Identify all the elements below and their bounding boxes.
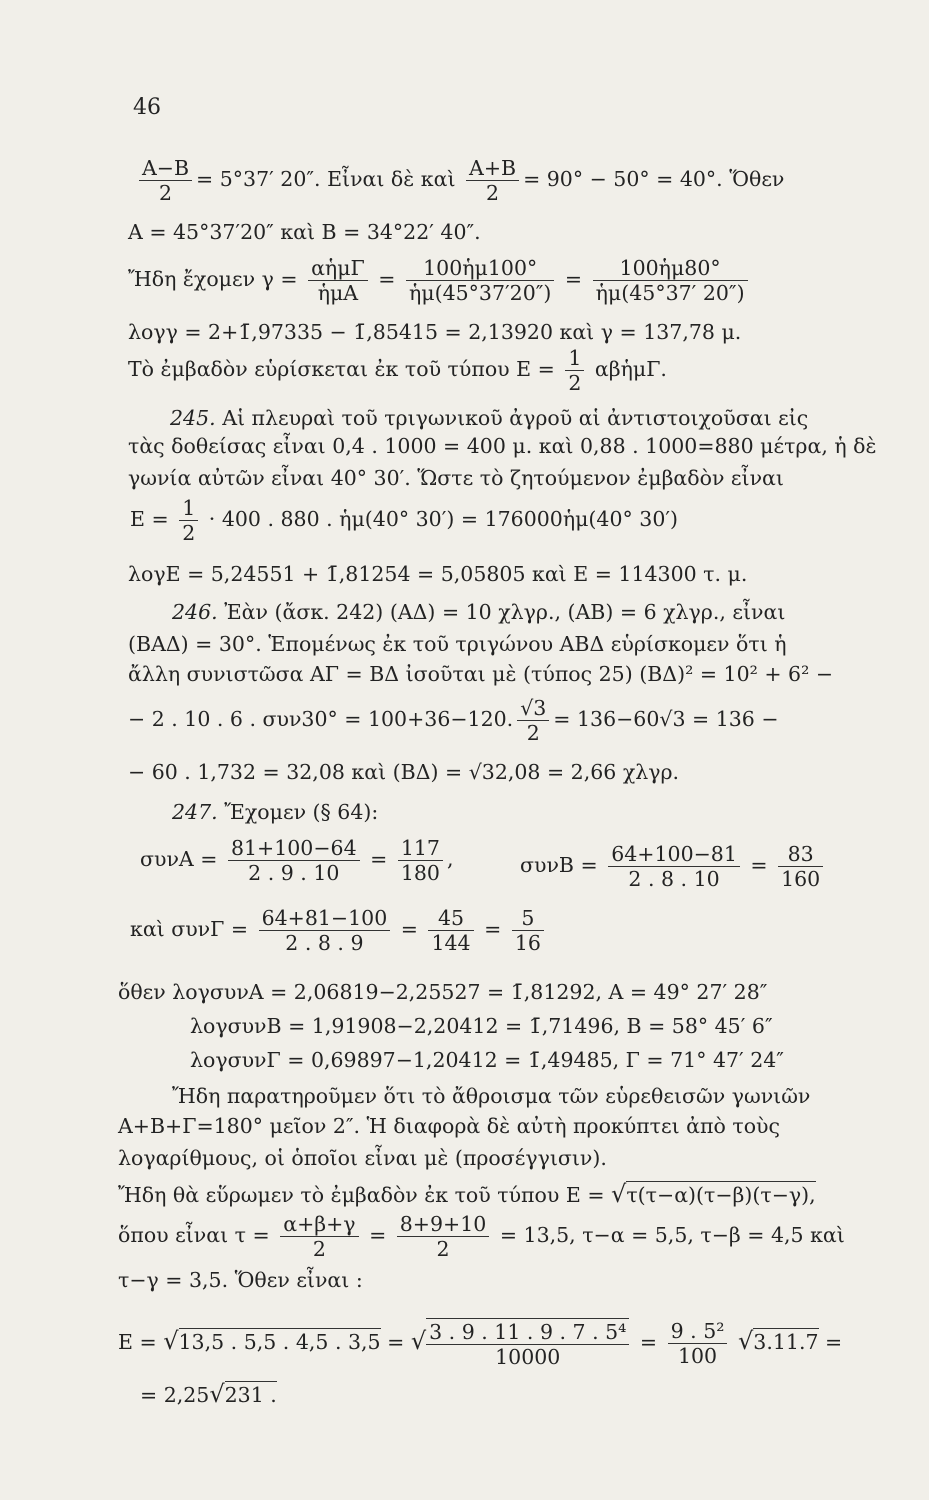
text-segment: Ἐὰν (ἄσκ. 242) (ΑΔ) = 10 χλγρ., (ΑΒ) = 6 χλγρ., εἶναι: [224, 600, 786, 624]
radicand: 3.11.7: [753, 1330, 819, 1354]
log-line-g: λογσυνΓ = 0,69897−1,20412 = 1̄,49485, Γ = 71° 47′ 24″: [190, 1048, 784, 1072]
fraction: [428, 906, 473, 955]
fraction-denominator: 2: [159, 181, 173, 205]
text-segment: − 2 . 10 . 6 . συν30° = 100+36−120.: [128, 707, 514, 731]
fraction-numerator: 100ἡμ100°: [406, 256, 554, 281]
fraction: [778, 842, 823, 891]
problem-246-line-1: [172, 598, 889, 626]
text-segment: = 5°37′ 20″. Εἶναι δὲ καὶ: [196, 167, 456, 191]
fraction: [259, 906, 391, 955]
fraction-denominator: 2: [436, 1237, 450, 1261]
problem-245-line-1: [170, 404, 889, 432]
fraction-numerator: 100ἡμ80°: [593, 256, 748, 281]
fraction-denominator: ἡμ(45°37′20″): [408, 281, 552, 305]
radical-sign: √: [163, 1327, 179, 1355]
fraction-denominator: 16: [514, 931, 541, 955]
fraction-under-radical: [426, 1318, 629, 1369]
fraction-numerator: A−B: [139, 156, 192, 181]
problem-247-line-1: [172, 798, 889, 826]
cos-b-equation: συνB = $\frac{64+100-81}{2 . 8 . 10}$ = $\frac{83}{160}$: [520, 842, 889, 891]
fraction-numerator: 5: [512, 906, 544, 931]
paragraph-line-6: τ−γ = 3,5. Ὅθεν εἶναι :: [118, 1268, 363, 1292]
fraction-numerator: 83: [778, 842, 823, 867]
fraction-sqrt3-half: [517, 696, 549, 745]
paragraph-line-5: ὅπου εἶναι τ = $\frac{\alpha+\beta+\gamma}{2}$ = $\frac{8+9+10}{2}$ = 13,5, τ−α = 5,5, τ−β = 4,5 καὶ: [118, 1212, 845, 1261]
fraction-numerator: 117: [398, 836, 443, 861]
fraction-one-half: [179, 496, 198, 545]
radicand: τ(τ−α)(τ−β)(τ−γ),: [626, 1183, 816, 1207]
problem-246-line-2: (ΒΑΔ) = 30°. Ἑπομένως ἐκ τοῦ τριγώνου ΑΒΔ εὑρίσκομεν ὅτι ἡ: [128, 632, 787, 656]
fraction: [406, 256, 554, 305]
line-1: [135, 156, 889, 205]
page-number: 46: [133, 95, 161, 120]
text-segment: αβἡμΓ.: [594, 357, 667, 381]
fraction-denominator: 2: [526, 721, 540, 745]
text-segment: Αἱ πλευραὶ τοῦ τριγωνικοῦ ἀγροῦ αἱ ἀντιστοιχοῦσαι εἰς: [222, 406, 809, 430]
fraction-denominator: 2: [182, 521, 196, 545]
radical-sign: √: [209, 1380, 225, 1408]
text-segment: Ἔχομεν (§ 64):: [224, 800, 379, 824]
fraction-denominator: 2: [312, 1237, 326, 1261]
fraction-numerator: 81+100−64: [228, 836, 360, 861]
fraction: [593, 256, 748, 305]
fraction-denominator: ἡμ(45°37′ 20″): [595, 281, 745, 305]
final-result: [140, 1380, 889, 1409]
log-line-b: λογσυνB = 1,91908−2,20412 = 1̄,71496, B = 58° 45′ 6″: [190, 1014, 773, 1038]
fraction-denominator: 2: [568, 371, 582, 395]
fraction-numerator: 1: [565, 346, 584, 371]
text-segment: · 400 . 880 . ἡμ(40° 30′) = 176000ἡμ(40° 30′): [208, 507, 679, 531]
fraction: [280, 1212, 358, 1261]
fraction-denominator: 2 . 9 . 10: [248, 861, 340, 885]
fraction-numerator: αἡμΓ: [308, 256, 368, 281]
problem-246-line-5: − 60 . 1,732 = 32,08 καὶ (ΒΔ) = √32,08 = 2,66 χλγρ.: [128, 760, 680, 784]
radicand: 231 .: [224, 1383, 277, 1407]
line-3: Ἤδη ἔχομεν γ = $\frac{\text{αἡμΓ}}{\text{ἡμΑ}}$ = $\frac{\text{100ἡμ100°}}{\text{ἡμ(45°37′20″)}}$ = $\frac{\text{100ἡμ80°}}{\text{ἡμ(45°37′ 20″)}}$: [128, 256, 889, 305]
fraction-numerator: α+β+γ: [280, 1212, 358, 1237]
problem-245-line-3: γωνία αὐτῶν εἶναι 40° 30′. Ὥστε τὸ ζητούμενον ἐμβαδὸν εἶναι: [128, 466, 784, 490]
fraction-numerator: 1: [179, 496, 198, 521]
radical-sign: √: [410, 1327, 427, 1355]
fraction-denominator: 180: [400, 861, 440, 885]
paragraph-line-4: [118, 1180, 889, 1209]
line-2: A = 45°37′20″ καὶ B = 34°22′ 40″.: [128, 220, 481, 244]
text-segment: ὅπου εἶναι τ =: [118, 1223, 270, 1247]
fraction-numerator: 64+100−81: [608, 842, 740, 867]
text-segment: = 13,5, τ−α = 5,5, τ−β = 4,5 καὶ: [499, 1223, 845, 1247]
paragraph-line-3: λογαρίθμους, οἱ ὁποῖοι εἶναι μὲ (προσέγγισιν).: [118, 1146, 607, 1170]
fraction: [668, 1319, 728, 1368]
fraction-denominator: 10000: [495, 1345, 561, 1369]
fraction-a-plus-b: [466, 156, 519, 205]
text-segment: συνB =: [520, 853, 598, 877]
paragraph-line-2: A+B+Γ=180° μεῖον 2″. Ἡ διαφορὰ δὲ αὐτὴ προκύπτει ἀπὸ τοὺς: [118, 1114, 780, 1138]
text-segment: Τὸ ἐμβαδὸν εὑρίσκεται ἐκ τοῦ τύπου E =: [128, 357, 555, 381]
problem-246-line-4: [128, 696, 889, 745]
log-line-a: ὅθεν λογσυνA = 2,06819−2,25527 = 1̄,81292, A = 49° 27′ 28″: [118, 980, 768, 1004]
fraction-numerator: 45: [428, 906, 473, 931]
problem-number: 246.: [172, 600, 218, 624]
text-segment: συνA =: [140, 847, 218, 871]
fraction: [512, 906, 544, 955]
cos-g-equation: καὶ συνΓ = $\frac{64+81-100}{2 . 8 . 9}$ = $\frac{45}{144}$ = $\frac{5}{16}$: [130, 906, 889, 955]
text-segment: = 90° − 50° = 40°. Ὅθεν: [523, 167, 785, 191]
fraction: [228, 836, 360, 885]
fraction-denominator: 2 . 8 . 10: [628, 867, 720, 891]
fraction-denominator: 144: [431, 931, 471, 955]
text-segment: Ἤδη ἔχομεν γ =: [128, 267, 298, 291]
fraction-a-minus-b: [139, 156, 192, 205]
fraction-denominator: 160: [781, 867, 821, 891]
text-segment: E =: [118, 1330, 157, 1354]
fraction-denominator: 100: [677, 1344, 718, 1368]
problem-number: 247.: [172, 800, 218, 824]
fraction-denominator: 2 . 8 . 9: [285, 931, 364, 955]
fraction-numerator: √3: [517, 696, 549, 721]
text-segment: E =: [130, 507, 169, 531]
radical-sign: √: [611, 1180, 627, 1208]
line-5: [128, 346, 889, 395]
radicand: 13,5 . 5,5 . 4,5 . 3,5: [178, 1330, 381, 1354]
line-4: λογγ = 2+1̄,97335 − 1̄,85415 = 2,13920 καὶ γ = 137,78 μ.: [128, 320, 742, 344]
paragraph-line-1: Ἤδη παρατηροῦμεν ὅτι τὸ ἄθροισμα τῶν εὑρεθεισῶν γωνιῶν: [172, 1084, 811, 1108]
fraction-numerator: A+B: [466, 156, 519, 181]
fraction: [308, 256, 368, 305]
problem-number: 245.: [170, 406, 216, 430]
cos-a-equation: συνA = $\frac{81+100-64}{2 . 9 . 10}$ = $\frac{117}{180}$ ,: [140, 836, 454, 885]
fraction-denominator: 2: [486, 181, 500, 205]
problem-246-line-3: ἄλλη συνιστῶσα ΑΓ = ΒΔ ἰσοῦται μὲ (τύπος 25) (ΒΔ)² = 10² + 6² −: [128, 662, 833, 686]
fraction-numerator: 9 . 5²: [668, 1319, 728, 1344]
radical-sign: √: [738, 1327, 754, 1355]
problem-245-line-2: τὰς δοθείσας εἶναι 0,4 . 1000 = 400 μ. καὶ 0,88 . 1000=880 μέτρα, ἡ δὲ: [128, 434, 877, 458]
fraction: [608, 842, 740, 891]
fraction: [397, 1212, 490, 1261]
fraction-numerator: 64+81−100: [259, 906, 391, 931]
fraction-denominator: ἡμΑ: [317, 281, 359, 305]
problem-245-equation: [130, 496, 889, 545]
problem-245-log-line: λογE = 5,24551 + 1̄,81254 = 5,05805 καὶ E = 114300 τ. μ.: [128, 562, 748, 586]
fraction-one-half: [565, 346, 584, 395]
final-equation: E = √13,5 . 5,5 . 4,5 . 3,5 = √ $\frac{\text{3 . 9 . 11 . 9 . 7 . 5⁴}}{10000}$ = $\frac{\text{9 . 5²}}{100}$ √3.11.7 =: [118, 1319, 843, 1369]
fraction: [398, 836, 443, 885]
fraction-numerator: 8+9+10: [397, 1212, 490, 1237]
text-segment: Ἤδη θὰ εὕρωμεν τὸ ἐμβαδὸν ἐκ τοῦ τύπου E =: [118, 1183, 605, 1207]
text-segment: καὶ συνΓ =: [130, 917, 249, 941]
text-segment: = 136−60√3 = 136 −: [553, 707, 779, 731]
text-segment: = 2,25: [140, 1383, 210, 1407]
fraction-numerator: 3 . 9 . 11 . 9 . 7 . 5⁴: [426, 1320, 629, 1345]
